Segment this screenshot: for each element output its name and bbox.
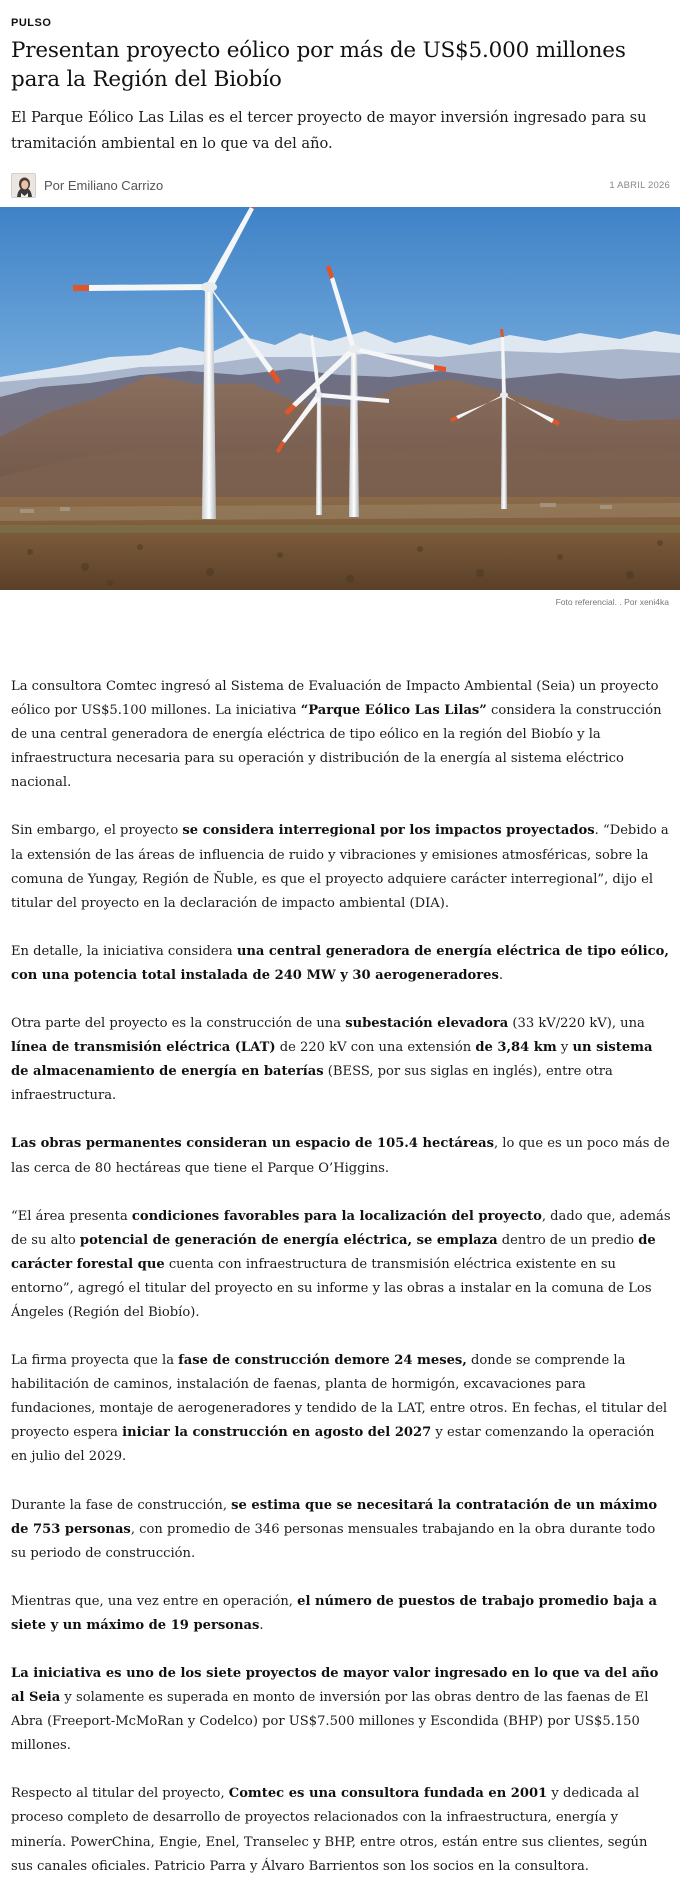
article-headline: Presentan proyecto eólico por más de US$5.000 millones para la Región del Biobío — [11, 38, 626, 92]
paragraph-1: La consultora Comtec ingresó al Sistema de Evaluación de Impacto Ambiental (Seia) un proyecto eólico por US$5.100 millones. La iniciativa “Parque Eólico Las Lilas” considera la construcción de una central generadora de energía eléctrica de tipo eólico en la región del Biobío y la infraestructura necesaria para su operación y distribución de la energía al sistema eléctrico nacional. — [11, 679, 662, 791]
section-kicker[interactable]: PULSO — [11, 17, 52, 29]
paragraph-9: Mientras que, una vez entre en operación, el número de puestos de trabajo promedio baja a siete y un máximo de 19 personas. — [11, 1593, 657, 1633]
byline — [11, 172, 670, 198]
article-body — [11, 675, 671, 1903]
publish-date: 1 ABRIL 2026 — [609, 179, 670, 191]
wind-farm-photo — [0, 207, 680, 590]
author-avatar[interactable] — [11, 173, 36, 198]
paragraph-11: Respecto al titular del proyecto, Comtec es una consultora fundada en 2001 y dedicada al proceso completo de desarrollo de proyectos relacionados con la infraestructura, energía y minería. PowerChina, Engie, Enel, Transelec y BHP, entre otros, están entre sus clientes, según sus canales oficiales. Patricio Parra y Álvaro Barrientos son los socios en la consultora. — [11, 1786, 648, 1874]
avatar-portrait-icon — [12, 174, 36, 198]
author-name[interactable]: Por Emiliano Carrizo — [44, 177, 164, 193]
hero-image — [0, 207, 680, 590]
article-subheadline: El Parque Eólico Las Lilas es el tercer proyecto de mayor inversión ingresado para su tramitación ambiental en lo que va del año. — [11, 109, 647, 152]
paragraph-10: La iniciativa es uno de los siete proyectos de mayor valor ingresado en lo que va del año al Seia y solamente es superada en monto de inversión por las obras dentro de las faenas de El Abra (Freeport-McMoRan y Codelco) por US$7.500 millones y Escondida (BHP) por US$5.150 millones. — [11, 1666, 659, 1754]
image-caption: Foto referencial. . Por xeni4ka — [555, 597, 669, 607]
paragraph-2: Sin embargo, el proyecto se considera interregional por los impactos proyectados. “Debido a la extensión de las áreas de influencia de ruido y vibraciones y emisiones atmosféricas, sobre la comuna de Yungay, Región de Ñuble, es que el proyecto adquiere carácter interregional”, dijo el titular del proyecto en la declaración de impacto ambiental (DIA). — [11, 823, 669, 911]
author-block[interactable] — [11, 173, 163, 198]
paragraph-7: La firma proyecta que la fase de construcción demore 24 meses, donde se comprende la habilitación de caminos, instalación de faenas, planta de hormigón, excavaciones para fundaciones, montaje de aerogeneradores y tendido de la LAT, entre otros. En fechas, el titular del proyecto espera iniciar la construcción en agosto del 2027 y estar comenzando la operación en julio del 2029. — [11, 1353, 668, 1465]
paragraph-3: En detalle, la iniciativa considera una central generadora de energía eléctrica de tipo eólico, con una potencia total instalada de 240 MW y 30 aerogeneradores. — [11, 943, 669, 983]
paragraph-4: Otra parte del proyecto es la construcción de una subestación elevadora (33 kV/220 kV), una línea de transmisión eléctrica (LAT) de 220 kV con una extensión de 3,84 km y un sistema de almacenamiento de energía en baterías (BESS, por sus siglas en inglés), entre otra infraestructura. — [11, 1016, 653, 1104]
paragraph-8: Durante la fase de construcción, se estima que se necesitará la contratación de un máximo de 753 personas, con promedio de 346 personas mensuales trabajando en la obra durante todo su periodo de construcción. — [11, 1497, 658, 1561]
paragraph-5: Las obras permanentes consideran un espacio de 105.4 hectáreas, lo que es un poco más de las cerca de 80 hectáreas que tiene el Parque O’Higgins. — [11, 1136, 670, 1176]
paragraph-6: “El área presenta condiciones favorables para la localización del proyecto, dado que, además de su alto potencial de generación de energía eléctrica, se emplaza dentro de un predio de carácter forestal que cuenta con infraestructura de transmisión eléctrica existente en su entorno”, agregó el titular del proyecto en su informe y las obras a instalar en la comuna de Los Ángeles (Región del Biobío). — [11, 1208, 671, 1320]
